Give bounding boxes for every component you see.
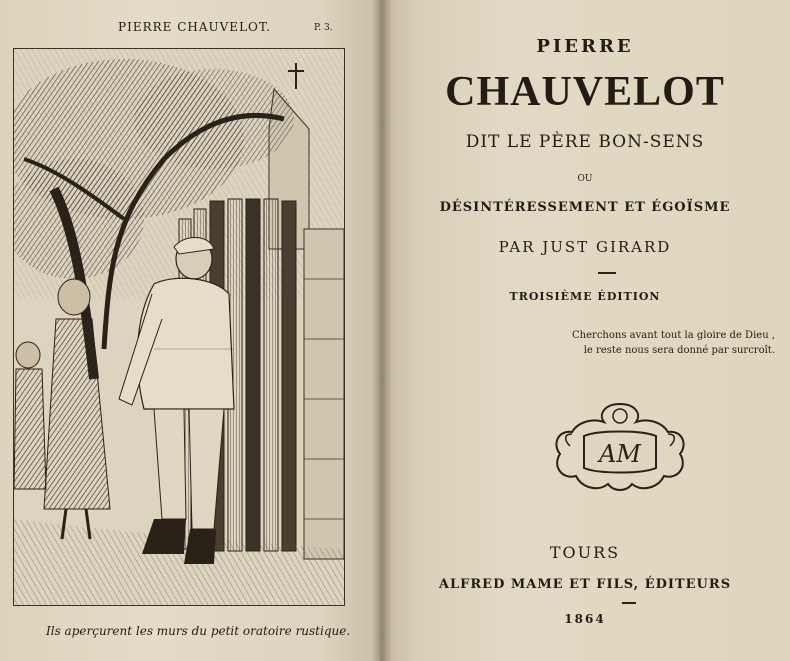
publication-year: 1864 <box>564 612 606 626</box>
title-line-2: CHAUVELOT <box>445 69 725 115</box>
publisher-mark <box>550 396 690 496</box>
page-reference: P. 3. <box>314 23 333 33</box>
publisher-monogram: AM <box>599 440 641 468</box>
epigraph <box>555 328 775 358</box>
conjunction: OU <box>577 174 593 184</box>
author-line: PAR JUST GIRARD <box>498 238 672 256</box>
publisher-name: ALFRED MAME ET FILS, ÉDITEURS <box>438 577 732 592</box>
title-page <box>380 0 790 661</box>
divider-rule <box>598 272 616 274</box>
engraving-illustration <box>14 49 344 605</box>
running-head: PIERRE CHAUVELOT. <box>118 20 271 34</box>
publisher-ornament-icon <box>550 396 690 496</box>
book-gutter <box>372 0 392 661</box>
title-line-1: PIERRE <box>536 36 634 57</box>
illustration-caption: Ils aperçurent les murs du petit oratoire rustique. <box>46 624 351 638</box>
epigraph-line-2: le reste nous sera donné par surcroît. <box>583 345 775 356</box>
subtitle: DIT LE PÈRE BON-SENS <box>465 132 705 152</box>
city: TOURS <box>549 543 621 562</box>
epigraph-line-1: Cherchons avant tout la gloire de Dieu , <box>572 330 775 341</box>
alternate-title: DÉSINTÉRESSEMENT ET ÉGOÏSME <box>439 200 731 215</box>
edition-line: TROISIÈME ÉDITION <box>509 290 661 303</box>
left-page <box>0 0 380 661</box>
divider-rule-2 <box>622 602 636 604</box>
frontispiece-engraving <box>13 48 345 606</box>
